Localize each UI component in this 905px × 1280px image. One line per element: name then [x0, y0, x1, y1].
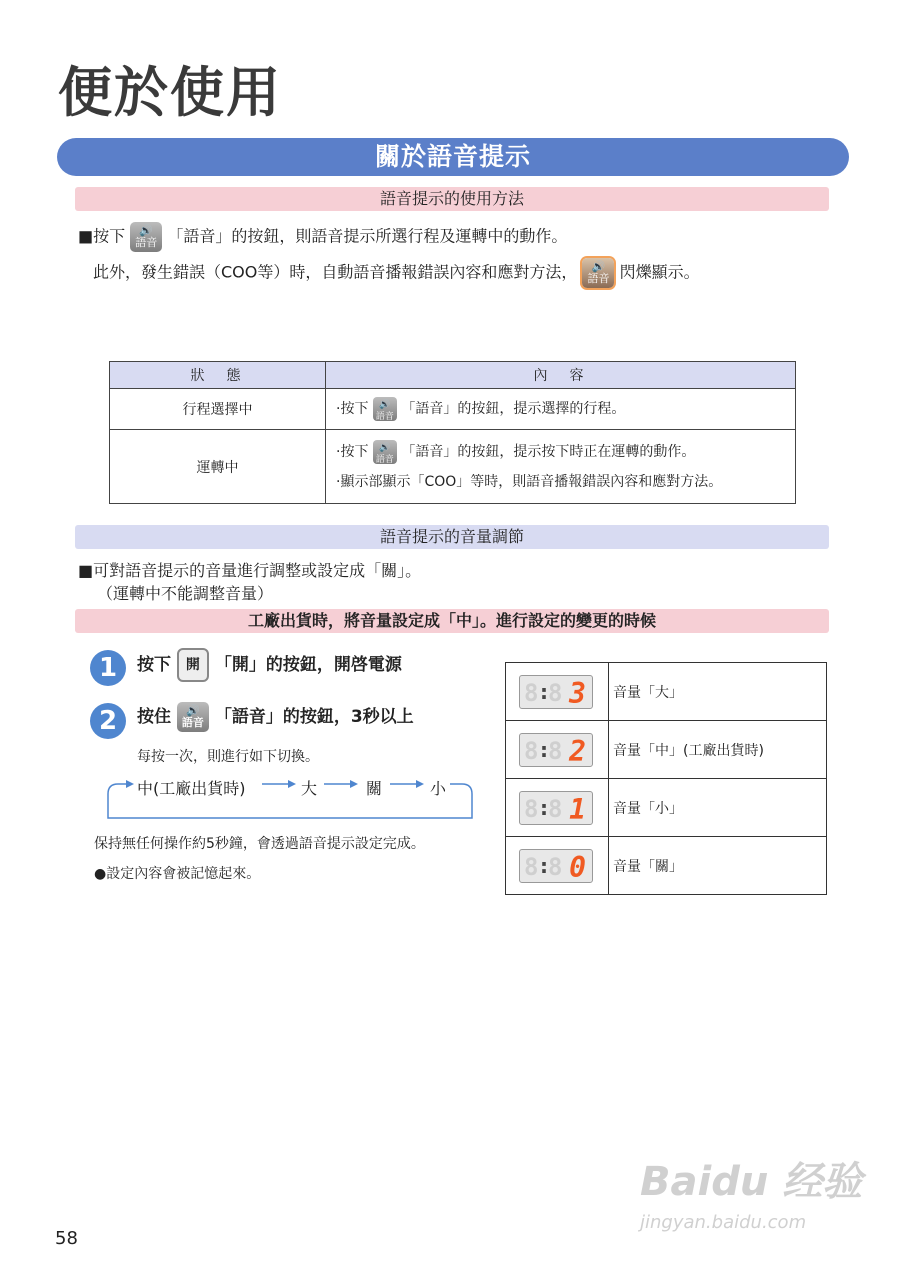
- lcd-digit: 0: [569, 850, 586, 884]
- cycle-loop-line: [108, 784, 126, 800]
- voice-button-label: 語音: [181, 716, 204, 729]
- volume-level-table: [505, 662, 827, 895]
- volume-heading: 語音提示的音量調節: [75, 525, 829, 549]
- lcd-colon: :: [540, 853, 548, 878]
- volume-level-label: 音量「大」: [609, 663, 827, 721]
- step-1-number: 1: [90, 650, 126, 686]
- step-1-text: [137, 648, 402, 682]
- voice-button-label: 語音: [375, 454, 394, 465]
- table-cell-state: 行程選擇中: [110, 389, 326, 430]
- lcd-ghost-digit: 8: [548, 852, 563, 881]
- lcd-digit: 3: [569, 676, 586, 710]
- arrow-icon: [350, 780, 358, 788]
- voice-button-label: 語音: [135, 236, 158, 249]
- volume-level-label: 音量「關」: [609, 837, 827, 895]
- usage-heading: 語音提示的使用方法: [75, 187, 829, 211]
- content-text: 「語音」的按鈕，提示按下時正在運轉的動作。: [401, 443, 696, 460]
- step-2-prefix: 按住: [137, 707, 171, 727]
- step-1-suffix: 「開」的按鈕，開啓電源: [214, 655, 402, 675]
- speaker-icon: 🔊: [379, 400, 391, 410]
- lcd-ghost-digit: 8: [524, 852, 539, 881]
- content-text: ·按下: [336, 443, 369, 460]
- lcd-cell: [506, 837, 609, 895]
- usage-line-2-suffix: 閃爍顯示。: [619, 262, 700, 282]
- page-number: 58: [55, 1228, 78, 1249]
- arrow-icon: [288, 780, 296, 788]
- lcd-ghost-digit: 8: [524, 678, 539, 707]
- volume-level-label: 音量「中」(工廠出貨時): [609, 721, 827, 779]
- voice-button-label: 語音: [375, 412, 394, 422]
- volume-note-1: ■可對語音提示的音量進行調整或設定成「關」。: [78, 561, 422, 580]
- content-text: ·按下: [336, 401, 369, 417]
- usage-line-1-suffix: 「語音」的按鈕，則語音提示所選行程及運轉中的動作。: [167, 226, 568, 246]
- cycle-item-small: 小: [430, 779, 447, 798]
- section-banner: 關於語音提示: [57, 138, 849, 176]
- volume-sub-heading: 工廠出貨時，將音量設定成「中」。進行設定的變更的時候: [75, 609, 829, 633]
- lcd-display: [519, 791, 593, 825]
- page-title: 便於使用: [58, 61, 282, 124]
- usage-line-1: [78, 222, 567, 252]
- open-button-icon: 開: [177, 648, 209, 682]
- step-1-prefix: 按下: [137, 655, 171, 675]
- voice-button-blinking-icon: [582, 258, 614, 288]
- voice-button-icon: [130, 222, 162, 252]
- lcd-ghost-digit: 8: [548, 736, 563, 765]
- usage-line-2-prefix: 此外，發生錯誤（COO等）時，自動語音播報錯誤內容和應對方法，: [93, 262, 578, 282]
- footer-note-2: ●設定內容會被記憶起來。: [94, 866, 261, 882]
- lcd-digit: 2: [569, 734, 586, 768]
- table-cell-content: [326, 389, 796, 430]
- content-line: [336, 437, 794, 467]
- content-text: ·顯示部顯示「COO」等時，則語音播報錯誤內容和應對方法。: [336, 473, 723, 490]
- step-2-number: 2: [90, 703, 126, 739]
- watermark-url: jingyan.baidu.com: [640, 1212, 807, 1233]
- table-cell-content: [326, 430, 796, 504]
- volume-level-row: [506, 837, 827, 895]
- step-2-text: [137, 702, 414, 732]
- usage-line-2: [93, 258, 700, 288]
- volume-level-row: [506, 779, 827, 837]
- cycle-item-medium: 中(工廠出貨時): [137, 779, 246, 798]
- step-2-suffix: 「語音」的按鈕，3秒以上: [214, 707, 414, 727]
- lcd-colon: :: [540, 679, 548, 704]
- lcd-ghost-digit: 8: [524, 736, 539, 765]
- watermark-logo: Baidu 经验: [640, 1159, 863, 1205]
- state-table: [109, 361, 796, 504]
- content-text: 「語音」的按鈕，提示選擇的行程。: [401, 401, 626, 417]
- arrow-icon: [416, 780, 424, 788]
- lcd-display: [519, 675, 593, 709]
- lcd-cell: [506, 779, 609, 837]
- step-2-note: 每按一次，則進行如下切換。: [137, 749, 319, 765]
- content-line: [336, 467, 794, 497]
- volume-level-label: 音量「小」: [609, 779, 827, 837]
- lcd-colon: :: [540, 737, 548, 762]
- voice-button-label: 語音: [587, 272, 610, 285]
- cycle-item-off: 關: [366, 779, 383, 798]
- table-header-state: 狀 態: [110, 362, 326, 389]
- speaker-icon: 🔊: [186, 704, 200, 717]
- voice-button-icon: [373, 440, 397, 464]
- lcd-display: [519, 849, 593, 883]
- voice-button-icon: [373, 397, 397, 421]
- lcd-cell: [506, 663, 609, 721]
- lcd-ghost-digit: 8: [524, 794, 539, 823]
- usage-line-1-prefix: ■按下: [78, 226, 126, 246]
- lcd-colon: :: [540, 795, 548, 820]
- voice-button-icon: [177, 702, 209, 732]
- speaker-icon: 🔊: [379, 442, 391, 453]
- cycle-item-large: 大: [301, 779, 318, 798]
- speaker-icon: 🔊: [591, 260, 606, 273]
- lcd-ghost-digit: 8: [548, 794, 563, 823]
- table-cell-state: 運轉中: [110, 430, 326, 504]
- lcd-ghost-digit: 8: [548, 678, 563, 707]
- lcd-display: [519, 733, 593, 767]
- lcd-cell: [506, 721, 609, 779]
- volume-level-row: [506, 721, 827, 779]
- lcd-digit: 1: [569, 792, 586, 826]
- footer-note-1: 保持無任何操作約5秒鐘，會透過語音提示設定完成。: [94, 836, 425, 852]
- volume-level-row: [506, 663, 827, 721]
- table-header-content: 內 容: [326, 362, 796, 389]
- arrow-icon: [126, 780, 134, 788]
- volume-note-2: （運轉中不能調整音量）: [97, 584, 274, 603]
- speaker-icon: 🔊: [139, 224, 154, 237]
